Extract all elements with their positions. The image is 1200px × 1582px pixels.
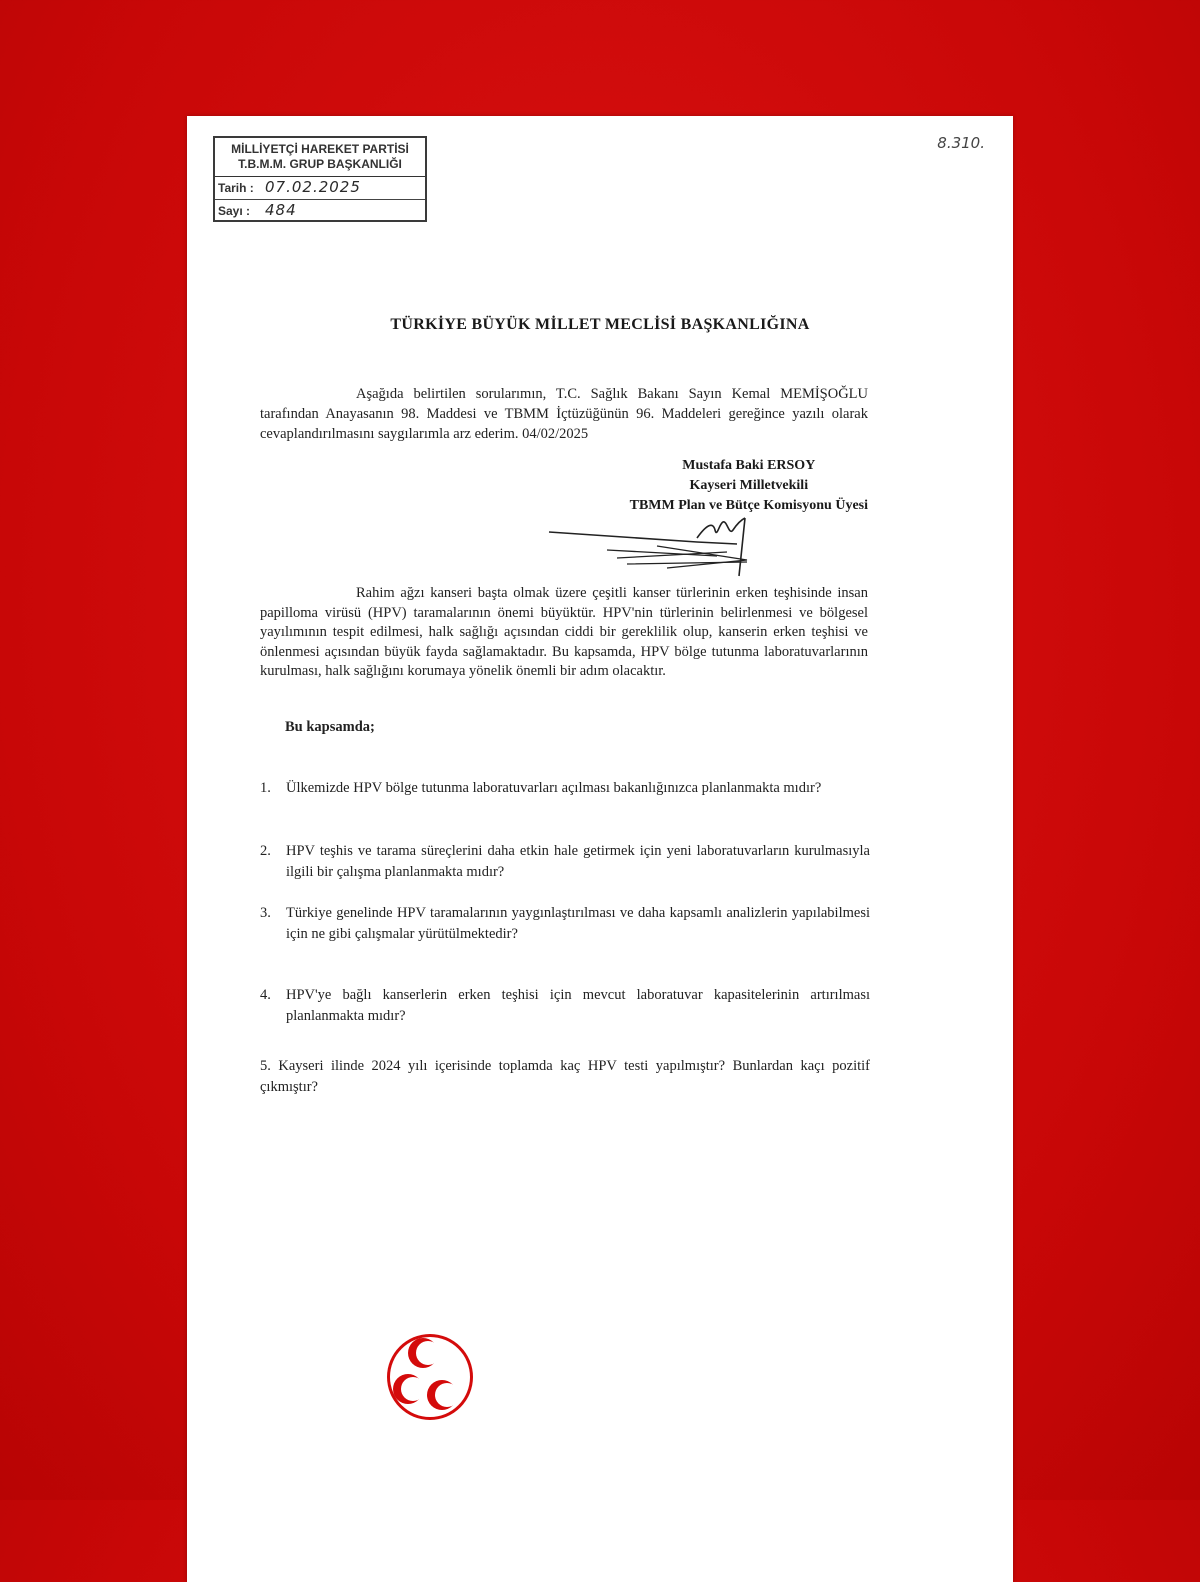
- stamp-party-name: MİLLİYETÇİ HAREKET PARTİSİ: [231, 142, 409, 156]
- question-text: Türkiye genelinde HPV taramalarının yaygınlaştırılması ve daha kapsamlı analizlerin yapılabilmesi için ne gibi çalışmalar yürütülmektedir?: [286, 905, 870, 942]
- question-number: 1.: [260, 780, 271, 796]
- footer-divider: [495, 1332, 497, 1422]
- stamp-date-value: 07.02.2025: [265, 178, 361, 196]
- signatory-committee: TBMM Plan ve Bütçe Komisyonu Üyesi: [629, 498, 868, 513]
- footer-subtitle: [516, 1410, 798, 1424]
- question-text: HPV'ye bağlı kanserlerin erken teşhisi için mevcut laboratuvar kapasitelerinin artırılması planlanmakta mıdır?: [286, 987, 870, 1024]
- subtitle-left-bar: [516, 1416, 542, 1418]
- question-number: 2.: [260, 843, 271, 859]
- signatory-role: Kayseri Milletvekili: [689, 478, 809, 493]
- body-paragraph: Rahim ağzı kanseri başta olmak üzere çeşitli kanser türlerinin erken teşhisinde insan papilloma virüsü (HPV) taramalarının önemi büyüktür. HPV'nin türlerinin belirlenmesi ve bölgesel yayılımının tespit edilmesi, halk sağlığı açısından ciddi bir gereklilik olup, kanserin erken teşhisi ve önlenmesi açısından büyük fayda sağlamaktadır. Bu kapsamda, HPV bölge tutunma laboratuvarlarının kurulması, halk sağlığını korumaya yönelik önemli bir adım olacaktır.: [260, 585, 868, 680]
- footer-branding: [380, 1322, 830, 1432]
- signature-block: [630, 456, 868, 516]
- party-crescents-logo-icon: [380, 1327, 480, 1427]
- stamp-number-value: 484: [265, 201, 297, 219]
- subtitle-right-bar: [778, 1416, 798, 1418]
- question-text: Ülkemizde HPV bölge tutunma laboratuvarları açılması bakanlığınızca planlanmakta mıdır?: [286, 780, 822, 796]
- question-number: 4.: [260, 987, 271, 1003]
- question-number: 3.: [260, 905, 271, 921]
- footer-brand-name: BAKİ ERSOY: [514, 1358, 801, 1409]
- question-text: HPV teşhis ve tarama süreçlerini daha etkin hale getirmek için yeni laboratuvarların kurulmasıyla ilgili bir çalışma planlanmakta mıdır?: [286, 843, 870, 880]
- footer-subtitle-text: MHP 27. ve 28. Dönem Kayseri Milletvekili: [547, 1410, 773, 1424]
- document-heading: TÜRKİYE BÜYÜK MİLLET MECLİSİ BAŞKANLIĞINA: [390, 316, 810, 333]
- question-item: [260, 841, 870, 883]
- signatory-name: Mustafa Baki ERSOY: [682, 458, 816, 473]
- handwritten-reference-number: 8.310.: [937, 134, 985, 152]
- scope-label: Bu kapsamda;: [285, 719, 375, 735]
- question-item: [260, 778, 870, 799]
- question-item: [260, 985, 870, 1027]
- stamp-number-row: [215, 200, 425, 222]
- handwritten-signature: [547, 516, 777, 586]
- stamp-date-label: Tarih :: [218, 181, 254, 195]
- question-item: [260, 903, 870, 945]
- question-item: [260, 1056, 870, 1098]
- question-text: 5. Kayseri ilinde 2024 yılı içerisinde toplamda kaç HPV testi yapılmıştır? Bunlardan kaçı pozitif çıkmıştır?: [260, 1058, 870, 1095]
- stamp-date-row: [215, 177, 425, 200]
- registry-stamp: [213, 136, 427, 222]
- footer-script-name: Mustafa: [517, 1322, 657, 1362]
- stamp-office-name: T.B.M.M. GRUP BAŞKANLIĞI: [215, 157, 425, 177]
- stamp-number-label: Sayı :: [218, 204, 251, 218]
- intro-paragraph: Aşağıda belirtilen sorularımın, T.C. Sağlık Bakanı Sayın Kemal MEMİŞOĞLU tarafından Anayasanın 98. Maddesi ve TBMM İçtüzüğünün 96. Maddeleri gereğince yazılı olarak cevaplandırılmasını saygılarımla arz ederim. 04/02/2025: [260, 386, 868, 442]
